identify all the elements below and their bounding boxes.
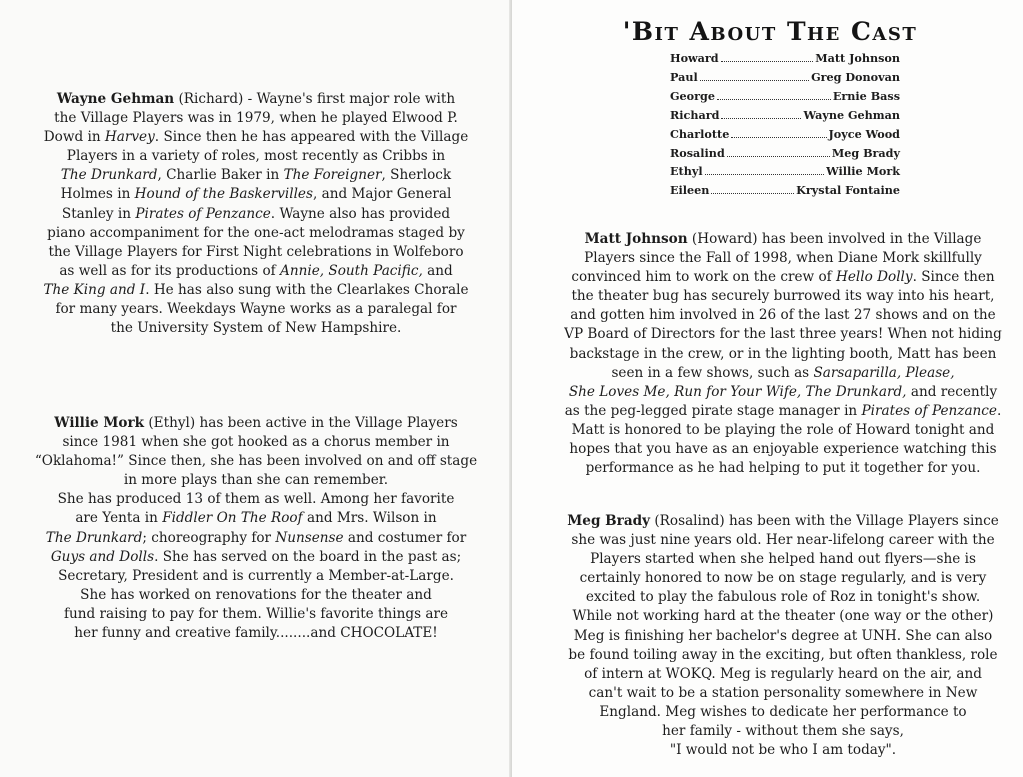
bio-text: are Yenta in [75, 510, 163, 527]
bio-line [20, 109, 492, 128]
bio-line [546, 402, 1020, 421]
bio-text: (Richard) - Wayne's first major role with [174, 91, 456, 107]
bio-text: her family - without them she says, [662, 723, 904, 740]
bio-text: her funny and creative family........and CHOCOLATE! [74, 625, 438, 642]
bio-line [20, 90, 492, 109]
bio-line [546, 383, 1020, 402]
cast-section-title: 'Bit About The Cast [622, 17, 918, 46]
bio-line [14, 452, 498, 471]
bio-line [14, 567, 498, 586]
bio-line [546, 512, 1020, 531]
bio-text: the theater bug has securely burrowed its way into his heart, [571, 288, 995, 305]
cast-list-item [670, 181, 900, 200]
show-title: The King and I [43, 281, 146, 298]
bio-line [14, 471, 498, 490]
bio-text: can't wait to be a station personality somewhere in New [588, 684, 978, 701]
bio-text: piano accompaniment for the one-act melodramas staged by [47, 224, 465, 241]
bio-text: Players in a variety of roles, most recently as Cribbs in [66, 148, 446, 165]
bio-willie-mork [14, 414, 498, 643]
bio-text: of intern at WOKQ. Meg is regularly heard on the air, and [584, 665, 982, 682]
bio-name: Meg Brady [567, 513, 651, 529]
cast-actor: Meg Brady [831, 145, 900, 160]
bio-text: . He has also sung with the Clearlakes Chorale [145, 281, 469, 298]
bio-line [546, 684, 1020, 703]
cast-list-item [670, 162, 900, 181]
bio-line [14, 548, 498, 567]
cast-actor: Ernie Bass [832, 88, 900, 103]
bio-line [546, 531, 1020, 550]
bio-text: VP Board of Directors for the last three years! When not hiding [564, 326, 1002, 343]
bio-line [20, 300, 492, 319]
bio-line [546, 607, 1020, 626]
bio-text: . [996, 402, 1002, 419]
bio-line [546, 741, 1020, 760]
bio-line [546, 230, 1020, 249]
bio-line [546, 440, 1020, 459]
bio-text: hopes that you have as an enjoyable experience watching this [569, 441, 997, 458]
bio-matt-johnson [546, 230, 1020, 478]
bio-text: the Village Players for First Night celebrations in Wolfeboro [48, 243, 464, 260]
cast-list-item [670, 106, 900, 125]
bio-text: performance as he had helping to put it together for you. [585, 460, 981, 477]
bio-text: Stanley in [61, 205, 136, 222]
bio-text: “Oklahoma!” Since then, she has been involved on and off stage [34, 453, 478, 470]
bio-text: . Since then he has appeared with the Village [154, 129, 469, 146]
bio-text: for many years. Weekdays Wayne works as a paralegal for [55, 301, 457, 318]
bio-line [546, 627, 1020, 646]
bio-line [546, 287, 1020, 306]
cast-actor: Willie Mork [826, 164, 900, 179]
bio-text: , Charlie Baker in [157, 167, 284, 184]
bio-line [14, 529, 498, 548]
bio-line [546, 588, 1020, 607]
bio-line [20, 319, 492, 338]
bio-text: the Village Players was in 1979, when he played Elwood P. [54, 110, 458, 127]
cast-actor: Greg Donovan [811, 69, 900, 84]
dot-leader [721, 61, 814, 62]
bio-text: She has produced 13 of them as well. Among her favorite [57, 491, 455, 508]
bio-text: she was just nine years old. Her near-lifelong career with the [571, 532, 995, 549]
dot-leader [711, 193, 794, 194]
bio-text: and [422, 262, 453, 279]
bio-line [546, 459, 1020, 478]
cast-actor: Wayne Gehman [803, 107, 900, 122]
bio-text: as the peg-legged pirate stage manager in [564, 402, 862, 419]
bio-text: fund raising to pay for them. Willie's favorite things are [63, 605, 449, 622]
cast-list-item [670, 144, 900, 163]
cast-list-item [670, 125, 900, 144]
bio-text: "I would not be who I am today". [669, 742, 897, 759]
bio-line [20, 166, 492, 185]
show-title: Pirates of Penzance [861, 402, 997, 419]
bio-line [20, 281, 492, 300]
show-title: Harvey [104, 129, 155, 146]
bio-line [546, 249, 1020, 268]
bio-line [14, 490, 498, 509]
show-title: Fiddler On The Roof [162, 510, 303, 527]
bio-text: She has worked on renovations for the theater and [80, 586, 432, 603]
bio-text: (Ethyl) has been active in the Village Players [144, 415, 458, 431]
bio-text: ; choreography for [142, 529, 276, 546]
show-title: Hello Dolly [836, 269, 913, 286]
bio-text: . She has served on the board in the past as; [154, 548, 462, 565]
cast-actor: Joyce Wood [828, 126, 900, 141]
bio-text: Players since the Fall of 1998, when Diane Mork skillfully [584, 250, 982, 267]
bio-line [20, 128, 492, 147]
dot-leader [705, 174, 825, 175]
cast-role: Charlotte [670, 126, 730, 141]
cast-role: Rosalind [670, 145, 725, 160]
bio-name: Wayne Gehman [56, 91, 175, 107]
dot-leader [717, 99, 831, 100]
bio-line [20, 262, 492, 281]
bio-line [546, 550, 1020, 569]
show-title: The Drunkard [45, 529, 143, 546]
bio-text: Secretary, President and is currently a Member-at-Large. [58, 567, 454, 584]
bio-line [20, 243, 492, 262]
bio-text: Holmes in [60, 186, 135, 203]
show-title: The Foreigner [283, 167, 382, 184]
cast-role: Ethyl [670, 164, 703, 179]
bio-text: Meg is finishing her bachelor's degree at UNH. She can also [573, 627, 993, 644]
left-page [0, 0, 511, 777]
cast-role: Eileen [670, 183, 710, 198]
bio-line [546, 268, 1020, 287]
show-title: She Loves Me, Run for Your Wife, The Drunkard, [568, 383, 907, 400]
bio-text: the University System of New Hampshire. [110, 320, 402, 337]
dot-leader [721, 118, 801, 119]
bio-text: in more plays than she can remember. [123, 472, 389, 489]
show-title: The Drunkard [60, 167, 158, 184]
bio-text: . Since then [912, 269, 995, 286]
bio-text: While not working hard at the theater (one way or the other) [572, 608, 994, 625]
bio-text: (Howard) has been involved in the Village [687, 231, 982, 247]
dot-leader [700, 80, 809, 81]
bio-line [546, 306, 1020, 325]
bio-text: Matt is honored to be playing the role of Howard tonight and [571, 421, 995, 438]
bio-line [546, 325, 1020, 344]
bio-line [546, 569, 1020, 588]
show-title: Annie, South Pacific, [280, 262, 423, 279]
cast-role: Paul [670, 69, 698, 84]
bio-text: Dowd in [43, 129, 105, 146]
bio-line [546, 703, 1020, 722]
show-title: Sarsaparilla, Please, [813, 364, 955, 381]
bio-text: , and Major General [312, 186, 452, 203]
bio-text: Players started when she helped hand out flyers—she is [590, 551, 976, 568]
cast-list-item [670, 49, 900, 68]
bio-line [546, 646, 1020, 665]
bio-text: backstage in the crew, or in the lighting booth, Matt has been [569, 345, 997, 362]
bio-line [14, 624, 498, 643]
bio-text: since 1981 when she got hooked as a chorus member in [62, 434, 450, 451]
show-title: Guys and Dolls [50, 548, 155, 565]
bio-line [546, 665, 1020, 684]
bio-line [20, 224, 492, 243]
show-title: Pirates of Penzance [135, 205, 271, 222]
cast-list [670, 49, 900, 200]
bio-name: Willie Mork [54, 415, 145, 431]
bio-line [14, 414, 498, 433]
bio-text: be found toiling away in the exciting, but often thankless, role [568, 646, 998, 663]
bio-text: and recently [906, 383, 998, 400]
bio-line [20, 205, 492, 224]
bio-text: convinced him to work on the crew of [571, 269, 837, 286]
dot-leader [731, 137, 826, 138]
cast-actor: Matt Johnson [815, 51, 900, 65]
bio-line [14, 433, 498, 452]
bio-line [546, 345, 1020, 364]
dot-leader [727, 156, 830, 157]
bio-text: , Sherlock [381, 167, 452, 184]
bio-line [20, 147, 492, 166]
bio-text: and gotten him involved in 26 of the last 27 shows and on the [570, 307, 996, 324]
bio-text: seen in a few shows, such as [611, 364, 814, 381]
cast-role: Howard [670, 51, 719, 65]
bio-text: England. Meg wishes to dedicate her performance to [599, 703, 967, 720]
cast-list-item [670, 68, 900, 87]
bio-text: excited to play the fabulous role of Roz in tonight's show. [585, 589, 981, 606]
cast-list-item [670, 87, 900, 106]
bio-text: (Rosalind) has been with the Village Players since [650, 513, 999, 529]
bio-line [14, 509, 498, 528]
show-title: Nunsense [275, 529, 344, 546]
bio-line [14, 605, 498, 624]
bio-text: . Wayne also has provided [270, 205, 451, 222]
cast-role: George [670, 88, 715, 103]
show-title: Hound of the Baskervilles [134, 186, 313, 203]
cast-role: Richard [670, 107, 720, 122]
bio-text: and costumer for [343, 529, 467, 546]
cast-actor: Krystal Fontaine [796, 183, 900, 198]
bio-line [20, 185, 492, 204]
bio-line [546, 421, 1020, 440]
bio-line [546, 364, 1020, 383]
bio-wayne-gehman [20, 90, 492, 338]
bio-name: Matt Johnson [584, 231, 688, 247]
bio-line [546, 722, 1020, 741]
bio-line [14, 586, 498, 605]
bio-text: certainly honored to now be on stage regularly, and is very [579, 570, 987, 587]
bio-text: as well as for its productions of [59, 262, 281, 279]
bio-text: and Mrs. Wilson in [302, 510, 437, 527]
bio-meg-brady [546, 512, 1020, 760]
